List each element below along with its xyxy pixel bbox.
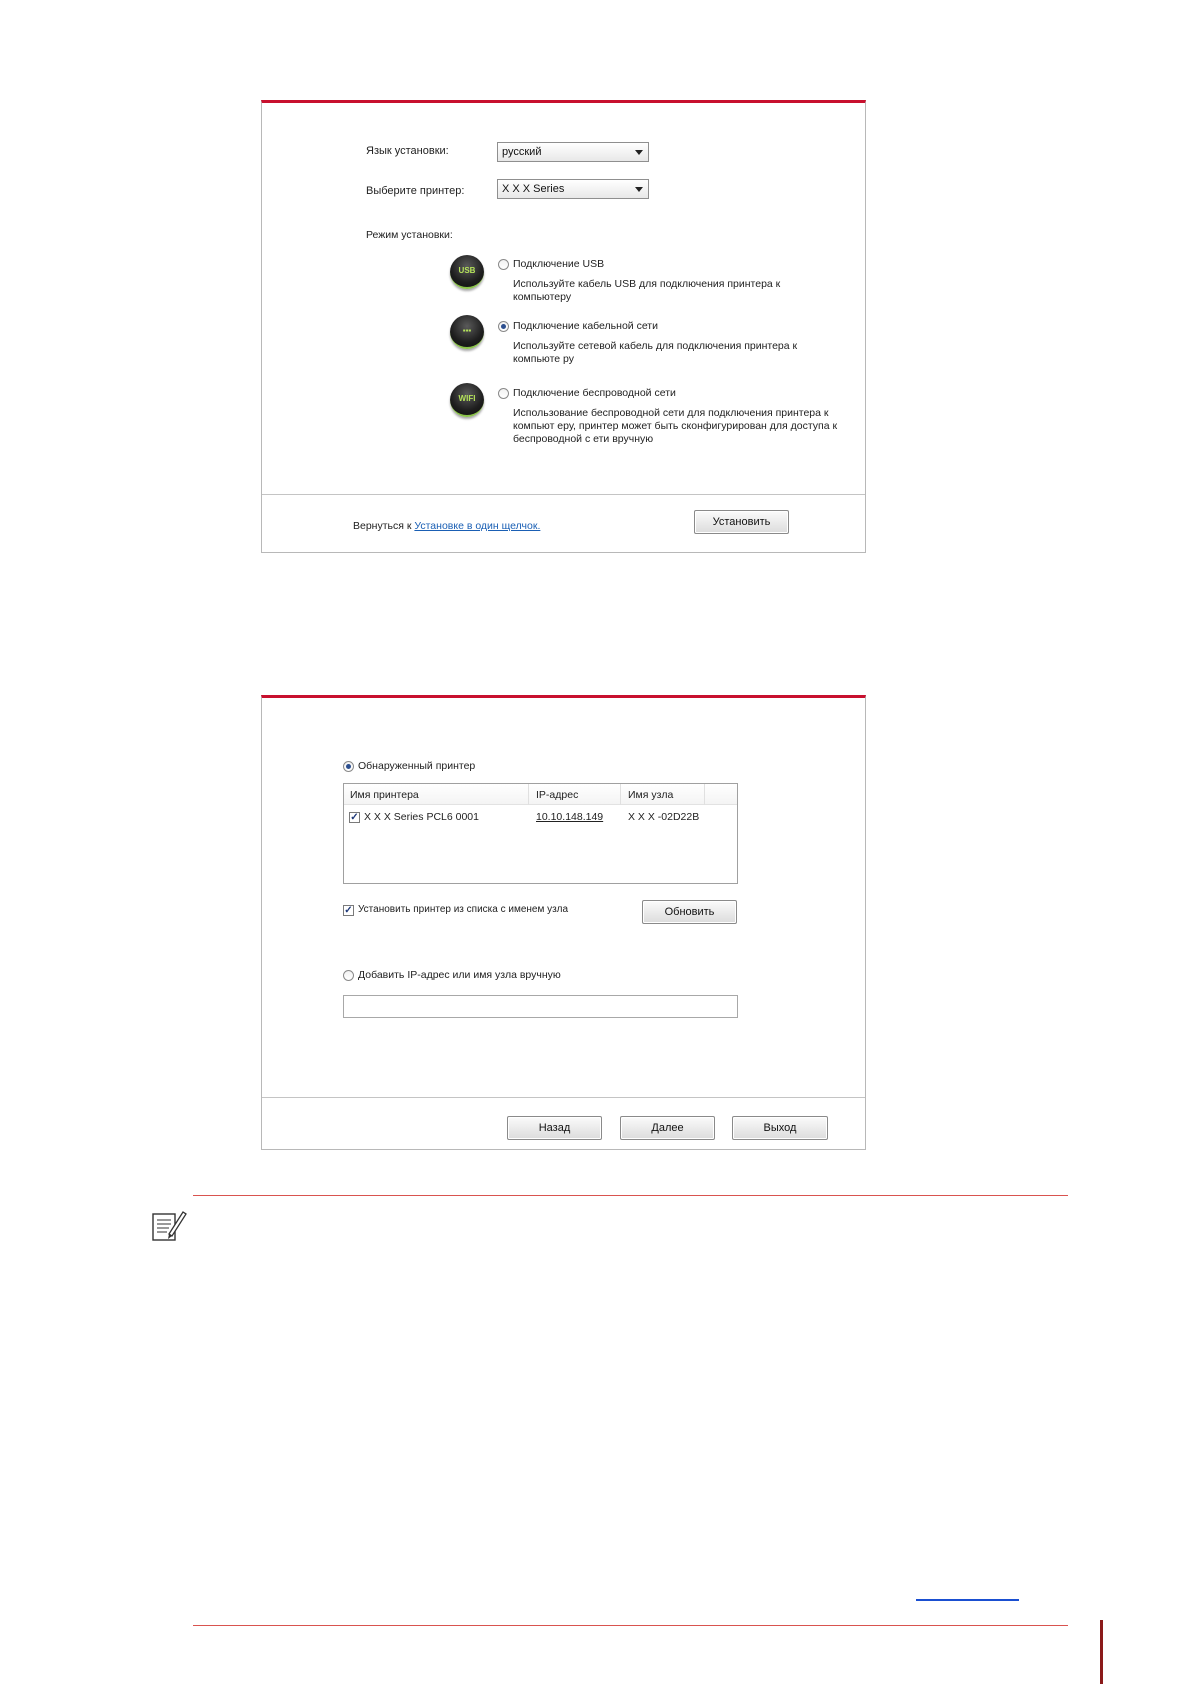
chevron-down-icon <box>635 150 643 155</box>
page-edge-bar <box>1100 1620 1103 1684</box>
install-from-list-label: Установить принтер из списка с именем узла <box>358 904 569 915</box>
back-button[interactable]: Назад <box>507 1116 602 1140</box>
footer-rule <box>193 1625 1068 1626</box>
radio-wired-network[interactable] <box>498 321 509 332</box>
language-label: Язык установки: <box>366 145 449 157</box>
mode-wireless-description: Использование беспроводной сети для подключения принтера к компьют еру, принтер может быть сконфигурирован для доступа к беспроводной с ети вручную <box>513 407 838 445</box>
column-header-host[interactable]: Имя узла <box>628 789 674 801</box>
mode-usb-description: Используйте кабель USB для подключения принтера к компьютеру <box>513 278 781 303</box>
printer-select[interactable] <box>497 179 649 199</box>
column-header-name[interactable]: Имя принтера <box>350 789 419 801</box>
footer-divider <box>262 494 865 495</box>
exit-button[interactable]: Выход <box>732 1116 828 1140</box>
mode-wired-title: Подключение кабельной сети <box>513 320 658 332</box>
table-cell-host[interactable]: X X X -02D22B <box>628 811 700 823</box>
one-click-install-link[interactable]: Установке в один щелчок. <box>414 520 541 532</box>
chevron-down-icon <box>635 187 643 192</box>
note-icon <box>151 1208 187 1242</box>
installer-dialog-printer-select <box>261 695 866 1150</box>
row-checkbox[interactable]: ✓ <box>350 812 359 823</box>
manual-address-input[interactable] <box>343 995 738 1018</box>
mode-usb-title: Подключение USB <box>513 258 605 270</box>
printer-select-value: X X X Series <box>502 183 565 195</box>
refresh-button[interactable]: Обновить <box>642 900 737 924</box>
page-link-underline[interactable] <box>916 1599 1019 1601</box>
footer-back-row <box>353 520 540 532</box>
wifi-icon: WIFI <box>450 383 484 417</box>
install-from-list-checkbox[interactable]: ✓ <box>344 905 353 916</box>
radio-usb[interactable] <box>498 259 509 270</box>
wired-network-icon: ▪▪▪ <box>450 315 484 349</box>
installer-dialog-mode <box>261 100 866 553</box>
footer-divider <box>262 1097 865 1098</box>
mode-wired-description: Используйте сетевой кабель для подключения принтера к компьюте ру <box>513 340 798 365</box>
table-cell-printer-name[interactable]: X X X Series PCL6 0001 <box>364 811 479 823</box>
back-text: Вернуться к <box>353 520 412 532</box>
table-cell-ip[interactable]: 10.10.148.149 <box>536 811 604 823</box>
table-header <box>344 784 737 805</box>
usb-icon: USB <box>450 255 484 289</box>
detected-printer-label: Обнаруженный принтер <box>358 760 476 772</box>
printer-label: Выберите принтер: <box>366 185 465 197</box>
radio-manual-address[interactable] <box>343 970 354 981</box>
language-select[interactable] <box>497 142 649 162</box>
radio-wireless-network[interactable] <box>498 388 509 399</box>
radio-detected-printer[interactable] <box>343 761 354 772</box>
mode-wireless-title: Подключение беспроводной сети <box>513 387 676 399</box>
mode-label: Режим установки: <box>366 229 453 241</box>
note-top-rule <box>193 1195 1068 1196</box>
next-button[interactable]: Далее <box>620 1116 715 1140</box>
manual-address-label: Добавить IP-адрес или имя узла вручную <box>358 969 561 981</box>
install-button[interactable]: Установить <box>694 510 789 534</box>
language-select-value: русский <box>502 146 542 158</box>
printer-table <box>343 783 738 884</box>
column-header-ip[interactable]: IP-адрес <box>536 789 579 801</box>
